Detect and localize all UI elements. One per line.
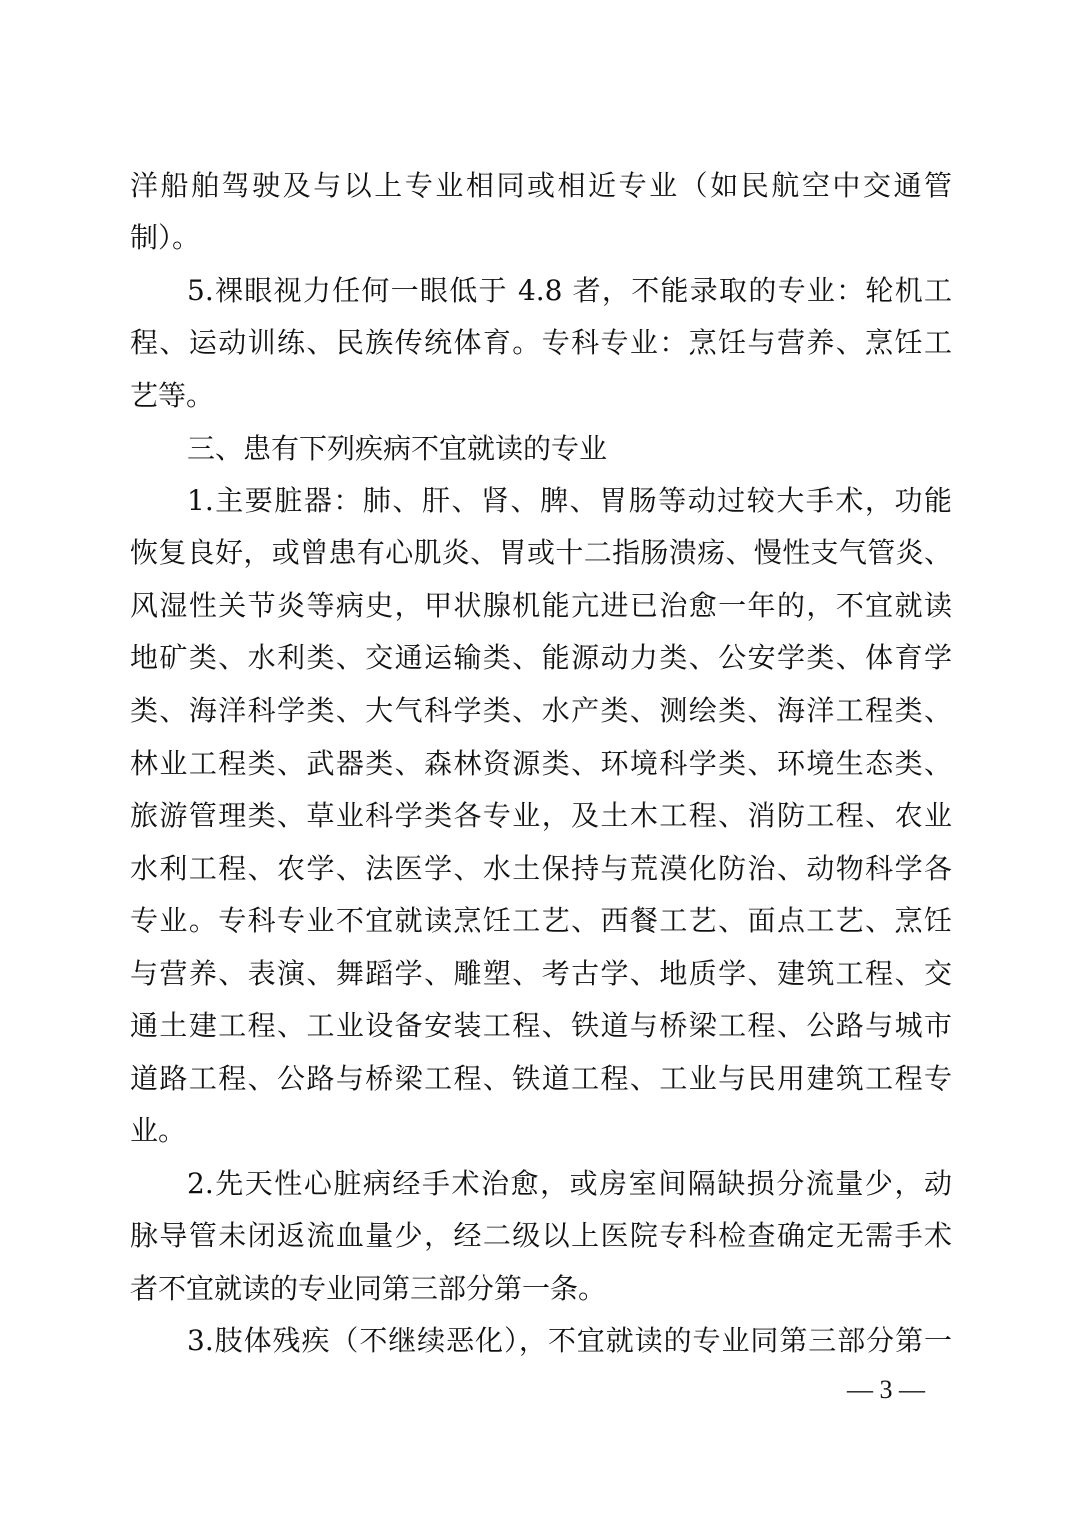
body-text-line: 与营养、表演、舞蹈学、雕塑、考古学、地质学、建筑工程、交 <box>130 957 952 990</box>
section-heading: 三、患有下列疾病不宜就读的专业 <box>187 432 608 465</box>
body-text-line: 者不宜就读的专业同第三部分第一条。 <box>130 1272 607 1305</box>
body-text-line: 道路工程、公路与桥梁工程、铁道工程、工业与民用建筑工程专 <box>130 1062 952 1095</box>
paragraph-5-start: 5.裸眼视力任何一眼低于 4.8 者，不能录取的专业：轮机工 <box>187 274 952 307</box>
body-text-line: 程、运动训练、民族传统体育。专科专业：烹饪与营养、烹饪工 <box>130 326 952 359</box>
body-text-line: 恢复良好，或曾患有心肌炎、胃或十二指肠溃疡、慢性支气管炎、 <box>130 536 952 569</box>
body-text-line: 艺等。 <box>130 379 215 412</box>
paragraph-1-start: 1.主要脏器：肺、肝、肾、脾、胃肠等动过较大手术，功能 <box>187 484 952 517</box>
body-text-line: 水利工程、农学、法医学、水土保持与荒漠化防治、动物科学各 <box>130 852 952 885</box>
body-text-line: 业。 <box>130 1114 187 1147</box>
page-number: — 3 — <box>847 1375 925 1404</box>
body-text-line: 旅游管理类、草业科学类各专业，及土木工程、消防工程、农业 <box>130 799 952 832</box>
body-text-line: 类、海洋科学类、大气科学类、水产类、测绘类、海洋工程类、 <box>130 694 952 727</box>
body-text-line: 地矿类、水利类、交通运输类、能源动力类、公安学类、体育学 <box>130 641 952 674</box>
body-text-line: 洋船舶驾驶及与以上专业相同或相近专业（如民航空中交通管 <box>130 169 952 202</box>
body-text-line: 林业工程类、武器类、森林资源类、环境科学类、环境生态类、 <box>130 747 952 780</box>
body-text-line: 专业。专科专业不宜就读烹饪工艺、西餐工艺、面点工艺、烹饪 <box>130 904 952 937</box>
paragraph-2-start: 2.先天性心脏病经手术治愈，或房室间隔缺损分流量少，动 <box>187 1167 952 1200</box>
body-text-line: 风湿性关节炎等病史，甲状腺机能亢进已治愈一年的，不宜就读 <box>130 589 952 622</box>
body-text-line: 通土建工程、工业设备安装工程、铁道与桥梁工程、公路与城市 <box>130 1009 952 1042</box>
body-text-line: 制）。 <box>130 221 201 254</box>
body-text-line: 脉导管未闭返流血量少，经二级以上医院专科检查确定无需手术 <box>130 1219 952 1252</box>
paragraph-3-start: 3.肢体残疾（不继续恶化），不宜就读的专业同第三部分第一 <box>187 1324 952 1357</box>
